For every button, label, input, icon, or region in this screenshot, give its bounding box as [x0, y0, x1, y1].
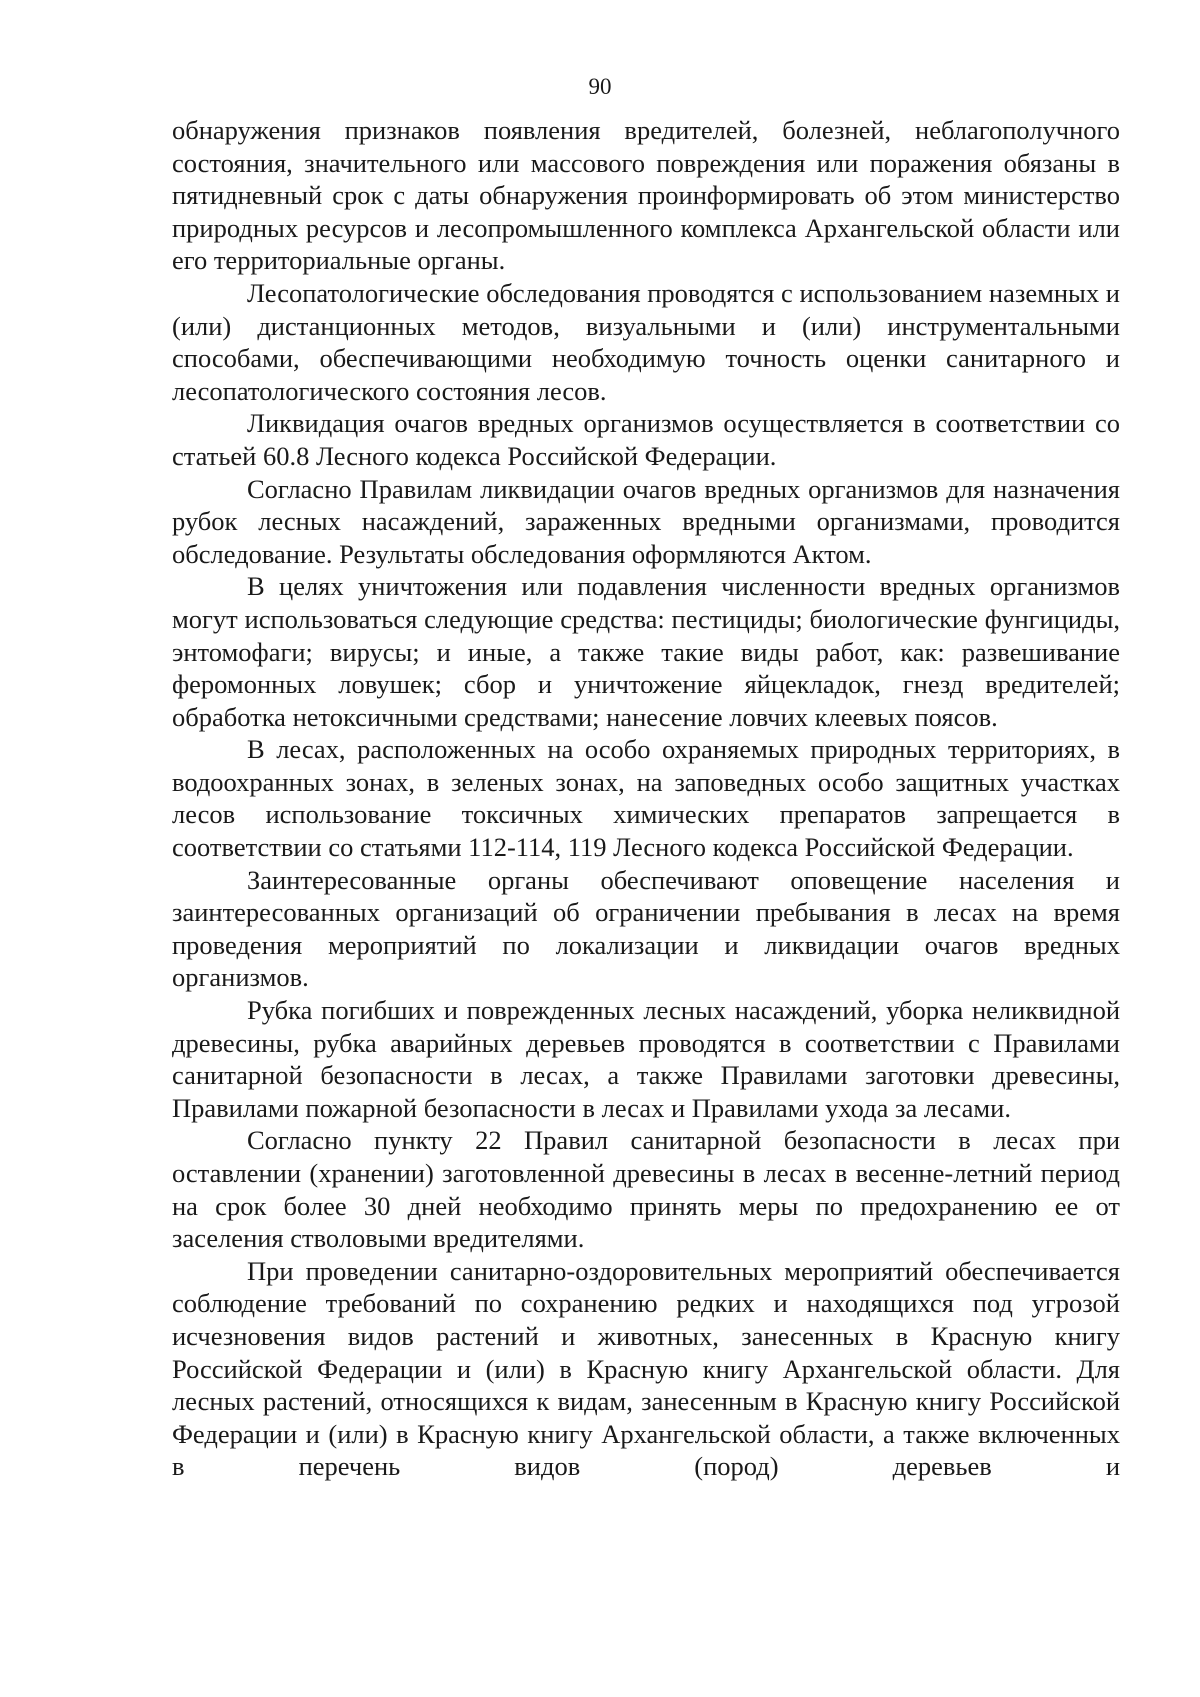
page-number: 90: [588, 74, 612, 99]
paragraph-7: Заинтересованные органы обеспечивают оповещение населения и заинтересованных организаций об ограничении пребывания в лесах на время проведения мероприятий по локализации и ликвидации очагов вредных организмов.: [172, 864, 1120, 993]
paragraph-10: При проведении санитарно-оздоровительных мероприятий обеспечивается соблюдение требований по сохранению редких и находящихся под угрозой исчезновения видов растений и животных, занесенных в Красную книгу Российской Федерации и (или) в Красную книгу Архангельской области. Для лесных растений, относящихся к видам, занесенным в Красную книгу Российской Федерации и (или) в Красную книгу Архангельской области, а также включенных в перечень видов (пород) деревьев и: [172, 1255, 1120, 1482]
paragraph-3: Ликвидация очагов вредных организмов осуществляется в соответствии со статьей 60.8 Лесного кодекса Российской Федерации.: [172, 408, 1120, 471]
document-body: [172, 114, 1120, 1483]
paragraph-8: Рубка погибших и поврежденных лесных насаждений, уборка неликвидной древесины, рубка аварийных деревьев проводятся в соответствии с Правилами санитарной безопасности в лесах, а также Правилами заготовки древесины, Правилами пожарной безопасности в лесах и Правилами ухода за лесами.: [172, 995, 1120, 1123]
paragraph-9: Согласно пункту 22 Правил санитарной безопасности в лесах при оставлении (хранении) заготовленной древесины в лесах в весенне-летний период на срок более 30 дней необходимо принять меры по предохранению ее от заселения стволовыми вредителями.: [172, 1125, 1120, 1254]
paragraph-4: Согласно Правилам ликвидации очагов вредных организмов для назначения рубок лесных насаждений, зараженных вредными организмами, проводится обследование. Результаты обследования оформляются Актом.: [172, 473, 1120, 569]
paragraph-1: обнаружения признаков появления вредителей, болезней, неблагополучного состояния, значительного или массового повреждения или поражения обязаны в пятидневный срок с даты обнаружения проинформировать об этом министерство природных ресурсов и лесопромышленного комплекса Архангельской области или его территориальные органы.: [172, 115, 1120, 276]
paragraph-6: В лесах, расположенных на особо охраняемых природных территориях, в водоохранных зонах, в зеленых зонах, на заповедных особо защитных участках лесов использование токсичных химических препаратов запрещается в соответствии со статьями 112-114, 119 Лесного кодекса Российской Федерации.: [172, 734, 1120, 863]
paragraph-2: Лесопатологические обследования проводятся с использованием наземных и (или) дистанционных методов, визуальными и (или) инструментальными способами, обеспечивающими необходимую точность оценки санитарного и лесопатологического состояния лесов.: [172, 277, 1120, 406]
paragraph-5: В целях уничтожения или подавления численности вредных организмов могут использоваться следующие средства: пестициды; биологические фунгициды, энтомофаги; вирусы; и иные, а также такие виды работ, как: развешивание феромонных ловушек; сбор и уничтожение яйцекладок, гнезд вредителей; обработка нетоксичными средствами; нанесение ловчих клеевых поясов.: [172, 571, 1120, 732]
